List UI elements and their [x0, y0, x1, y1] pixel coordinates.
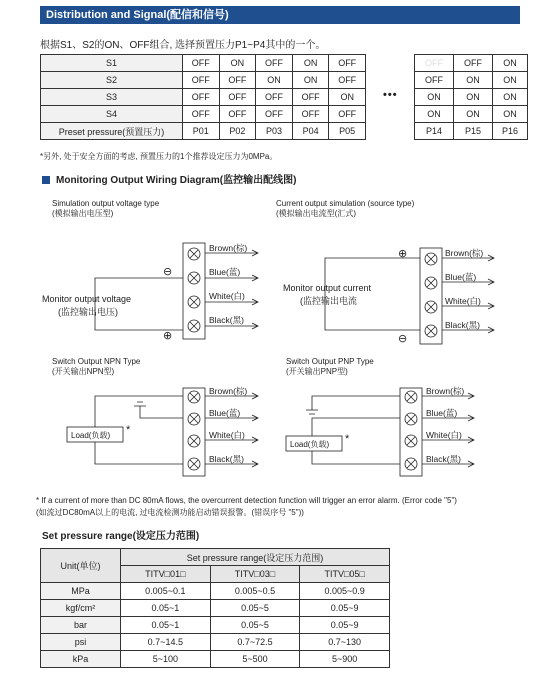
table-cell: 0.7~130 [300, 634, 390, 651]
note-overcurrent-en: * If a current of more than DC 80mA flows, the overcurrent detection function will trigger an error alarm. (Error code "5") [36, 496, 457, 505]
table-cell: P02 [219, 123, 256, 140]
model-header: TITV□01□ [121, 566, 211, 583]
pnp-supply [306, 396, 400, 414]
table-cell: P16 [493, 123, 528, 140]
row-label: S3 [41, 89, 183, 106]
table-cell: 0.7~14.5 [121, 634, 211, 651]
table-cell: ON [256, 72, 293, 89]
voltage-label-black: Black(黑) [209, 315, 244, 325]
table-cell: P05 [329, 123, 366, 140]
current-title-en: Current output simulation (source type) [276, 199, 415, 208]
table-cell: OFF [256, 106, 293, 123]
voltage-monitor-label-cn: (监控输出电压) [58, 307, 118, 317]
table-cell: OFF [219, 106, 256, 123]
npn-load-label: Load(负载) [71, 431, 111, 440]
table-cell: OFF [292, 106, 329, 123]
table-cell: OFF [183, 55, 220, 72]
monitor-title-text: Monitoring Output Wiring Diagram(监控输出配线图) [56, 175, 297, 186]
pnp-star: * [345, 433, 350, 445]
table-cell: ON [493, 72, 528, 89]
table-cell: ON [292, 72, 329, 89]
current-label-white: White(白) [445, 296, 481, 306]
table-cell: 0.05~1 [121, 600, 211, 617]
voltage-label-white: White(白) [209, 291, 245, 301]
unit-cell: psi [41, 634, 121, 651]
table-cell: ON [292, 55, 329, 72]
table-row [41, 634, 390, 651]
unit-cell: MPa [41, 583, 121, 600]
table-cell: ON [493, 89, 528, 106]
current-label-brown: Brown(棕) [445, 248, 484, 258]
table-cell: OFF [329, 72, 366, 89]
voltage-label-blue: Blue(蓝) [209, 267, 241, 277]
npn-title-en: Switch Output NPN Type [52, 357, 141, 366]
section-header: Distribution and Signal(配信和信号) [40, 6, 520, 24]
range-section-title: Set pressure range(设定压力范围) [42, 531, 200, 542]
table-cell: 0.005~0.9 [300, 583, 390, 600]
voltage-monitor-label: Monitor output voltage [42, 294, 132, 304]
current-monitor-label: Monitor output current [283, 283, 372, 293]
npn-label-white: White(白) [209, 430, 245, 440]
table-cell: OFF [219, 89, 256, 106]
table-cell: ON [329, 89, 366, 106]
table-cell: 0.7~72.5 [210, 634, 300, 651]
table-cell: P01 [183, 123, 220, 140]
table-cell: ON [219, 55, 256, 72]
current-monitor-label-cn: (监控输出电流 [300, 296, 357, 306]
table-row [41, 583, 390, 600]
intro-text: 根据S1、S2的ON、OFF组合, 选择预置压力P1~P4其中的一个。 [40, 40, 326, 51]
voltage-loop [95, 278, 183, 330]
pnp-title-cn: (开关输出PNP型) [286, 367, 348, 376]
note-overcurrent-cn: (如流过DC80mA以上的电流, 过电流检测功能启动错误报警。(错误序号 "5")) [36, 508, 304, 517]
table-cell: 5~500 [210, 651, 300, 668]
npn-ground [134, 402, 183, 418]
table-cell: OFF [329, 106, 366, 123]
table-cell: 5~900 [300, 651, 390, 668]
pnp-label-black: Black(黑) [426, 454, 461, 464]
table-cell: ON [454, 106, 493, 123]
current-label-blue: Blue(蓝) [445, 272, 477, 282]
model-header: TITV□05□ [300, 566, 390, 583]
table-cell: ON [454, 89, 493, 106]
voltage-title-cn: (模拟输出电压型) [52, 209, 114, 218]
table-cell: 0.05~5 [210, 617, 300, 634]
table-cell: 0.005~0.1 [121, 583, 211, 600]
unit-cell: kPa [41, 651, 121, 668]
voltage-label-brown: Brown(棕) [209, 243, 248, 253]
table-cell: OFF [329, 55, 366, 72]
pnp-title-en: Switch Output PNP Type [286, 357, 374, 366]
table-cell: OFF [183, 106, 220, 123]
table-cell: OFF [415, 55, 454, 72]
table-cell: 0.005~0.5 [210, 583, 300, 600]
unit-cell: bar [41, 617, 121, 634]
voltage-title-en: Simulation output voltage type [52, 199, 160, 208]
row-label: Preset pressure(预置压力) [41, 123, 183, 140]
table-cell: OFF [219, 72, 256, 89]
row-label: S2 [41, 72, 183, 89]
table-cell: ON [493, 106, 528, 123]
current-title-cn: (模拟输出电流型(汇式) [276, 209, 356, 218]
unit-header: Unit(单位) [41, 549, 121, 583]
table-cell: 0.05~1 [121, 617, 211, 634]
table-cell: OFF [454, 55, 493, 72]
minus-icon: ⊖ [163, 266, 173, 278]
table-cell: 0.05~5 [210, 600, 300, 617]
range-group-header: Set pressure range(设定压力范围) [121, 549, 390, 566]
npn-label-blue: Blue(蓝) [209, 408, 241, 418]
table-row [41, 617, 390, 634]
table-cell: 5~100 [121, 651, 211, 668]
note-safety: *另外, 处于安全方面的考虑, 预置压力的1个推荐设定压力为0MPa。 [40, 152, 278, 161]
table-cell: ON [415, 106, 454, 123]
table-cell: 0.05~9 [300, 600, 390, 617]
npn-label-black: Black(黑) [209, 454, 244, 464]
pnp-load-label: Load(负载) [290, 440, 330, 449]
pnp-label-blue: Blue(蓝) [426, 408, 458, 418]
row-label: S1 [41, 55, 183, 72]
current-loop [325, 258, 420, 330]
table-cell: P03 [256, 123, 293, 140]
table-cell: OFF [256, 89, 293, 106]
table-row [41, 651, 390, 668]
range-table [40, 548, 390, 668]
table-row [41, 600, 390, 617]
table-cell: P15 [454, 123, 493, 140]
npn-title-cn: (开关输出NPN型) [52, 367, 115, 376]
table-cell: P04 [292, 123, 329, 140]
pnp-label-brown: Brown(棕) [426, 386, 465, 396]
table-ellipsis: ••• [383, 89, 398, 101]
table-cell: OFF [183, 89, 220, 106]
table-cell: OFF [415, 72, 454, 89]
unit-cell: kgf/cm² [41, 600, 121, 617]
model-header: TITV□03□ [210, 566, 300, 583]
table-cell: ON [454, 72, 493, 89]
table-cell: OFF [292, 89, 329, 106]
npn-star: * [126, 424, 131, 436]
table-cell: OFF [183, 72, 220, 89]
table-cell: ON [493, 55, 528, 72]
plus-icon: ⊕ [163, 330, 173, 342]
minus-icon: ⊖ [398, 333, 408, 345]
plus-icon: ⊕ [398, 248, 408, 260]
table-cell: P14 [415, 123, 454, 140]
table-cell: ON [415, 89, 454, 106]
npn-label-brown: Brown(棕) [209, 386, 248, 396]
pnp-label-white: White(白) [426, 430, 462, 440]
row-label: S4 [41, 106, 183, 123]
current-label-black: Black(黑) [445, 320, 480, 330]
table-cell: 0.05~9 [300, 617, 390, 634]
table-cell: OFF [256, 55, 293, 72]
